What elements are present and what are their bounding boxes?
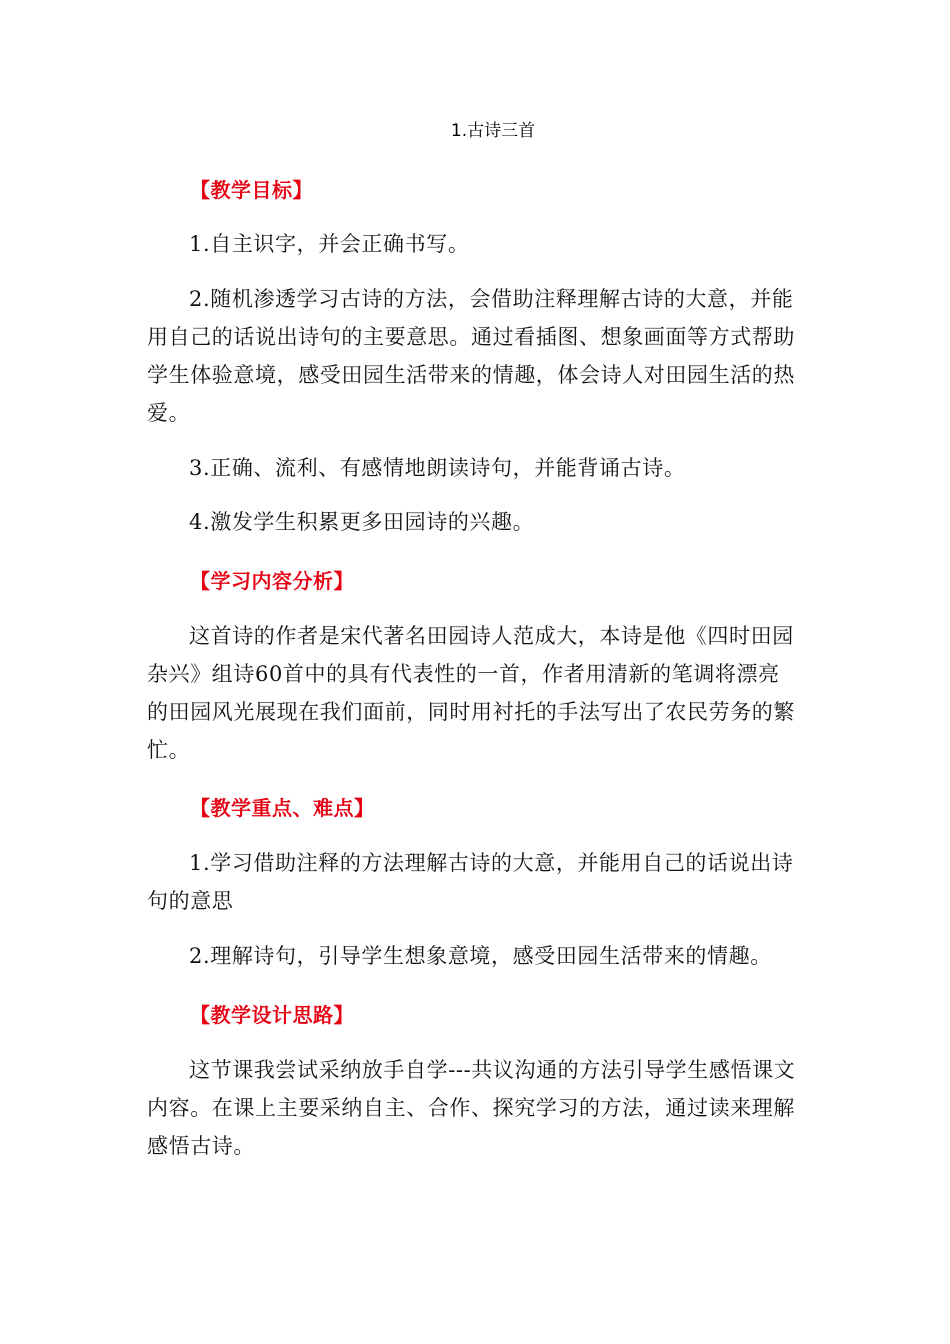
heading-analysis: 【学习内容分析】 — [190, 569, 354, 593]
key-point-item-2: 2.理解诗句，引导学生想象意境，感受田园生活带来的情趣。 — [189, 944, 772, 968]
design-paragraph: 这节课我尝试采纳放手自学---共议沟通的方法引导学生感悟课文内容。在课上主要采纳自主、合作、探究学习的方法，通过读来理解感悟古诗。 — [147, 1058, 796, 1158]
heading-design: 【教学设计思路】 — [190, 1003, 354, 1027]
objective-item-3: 3.正确、流利、有感情地朗读诗句，并能背诵古诗。 — [189, 456, 686, 480]
analysis-paragraph: 这首诗的作者是宋代著名田园诗人范成大，本诗是他《四时田园杂兴》组诗60首中的具有代表性的一首，作者用清新的笔调将漂亮的田园风光展现在我们面前，同时用衬托的手法写出了农民劳务的繁忙。 — [147, 624, 795, 762]
page-title: 1.古诗三首 — [450, 121, 536, 141]
heading-key-points: 【教学重点、难点】 — [190, 796, 375, 820]
objective-item-1: 1.自主识字，并会正确书写。 — [189, 232, 470, 256]
heading-objectives: 【教学目标】 — [190, 178, 313, 202]
objective-item-2: 2.随机渗透学习古诗的方法，会借助注释理解古诗的大意，并能用自己的话说出诗句的主要意思。通过看插图、想象画面等方式帮助学生体验意境，感受田园生活带来的情趣，体会诗人对田园生活的热爱。 — [147, 287, 795, 425]
key-point-item-1: 1.学习借助注释的方法理解古诗的大意，并能用自己的话说出诗句的意思 — [147, 851, 794, 913]
objective-item-4: 4.激发学生积累更多田园诗的兴趣。 — [189, 510, 535, 534]
